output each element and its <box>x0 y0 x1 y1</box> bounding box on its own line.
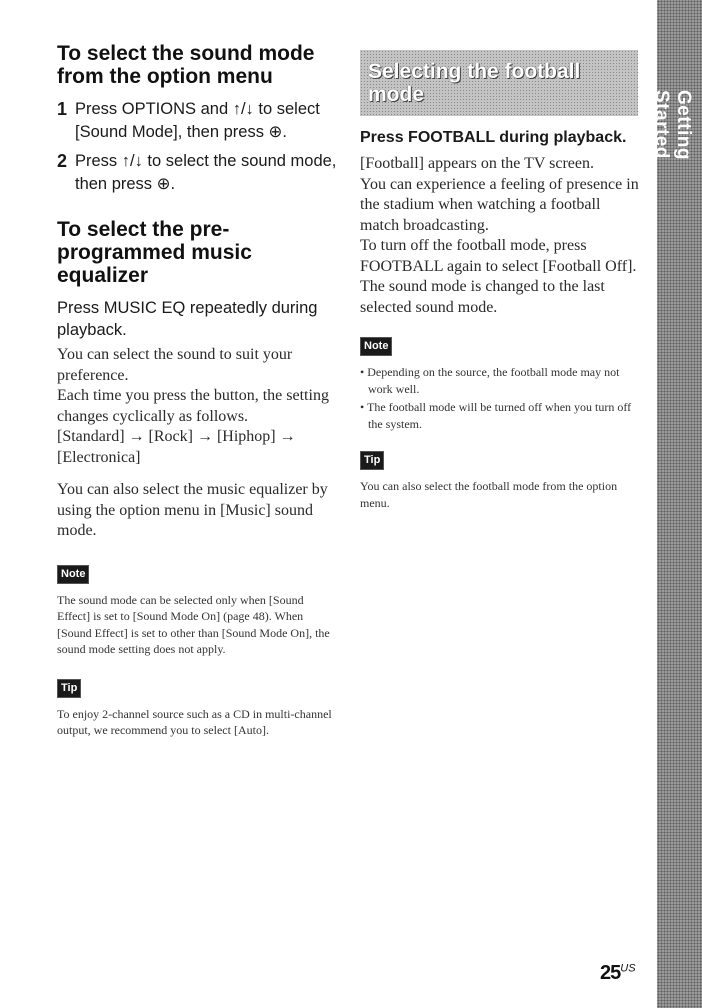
section-banner <box>360 50 638 116</box>
note-block <box>57 564 337 658</box>
tip-text: You can also select the football mode from the option menu. <box>360 479 618 510</box>
step-text: Press ↑/↓ to select the sound mode, then press ⊕. <box>75 152 337 193</box>
note-text: The sound mode can be selected only when [Sound Effect] is set to [Sound Mode On] (page 48). When [Sound Effect] is set to other than [Sound Mode On], the sound mode setting does not apply. <box>57 592 330 656</box>
football-subheading: Press FOOTBALL during playback. <box>360 129 627 146</box>
football-para-1: [Football] appears on the TV screen. <box>360 155 595 172</box>
equalizer-heading: To select the pre-programmed music equalizer <box>57 218 252 287</box>
football-para-4: The sound mode is changed to the last selected sound mode. <box>360 278 605 316</box>
right-column <box>360 50 640 511</box>
side-tab-label: Getting Started <box>651 90 694 160</box>
step-text: Press OPTIONS and ↑/↓ to select [Sound Mode], then press ⊕. <box>75 100 320 141</box>
equalizer-para-2: Each time you press the button, the setting changes cyclically as follows. <box>57 387 329 425</box>
step-number: 2 <box>57 151 68 171</box>
football-para-3: To turn off the football mode, press FOOTBALL again to select [Football Off]. <box>360 237 637 275</box>
tip-badge: Tip <box>360 451 384 470</box>
note-block <box>360 336 640 432</box>
left-column <box>57 42 337 739</box>
page-number <box>600 962 636 985</box>
equalizer-lead: Press MUSIC EQ repeatedly during playback. <box>57 299 318 339</box>
step-2 <box>57 150 337 196</box>
tip-badge: Tip <box>57 679 81 698</box>
football-para-2: You can experience a feeling of presence in the stadium when watching a football match broadcasting. <box>360 175 639 234</box>
equalizer-para-1: You can select the sound to suit your preference. <box>57 346 293 384</box>
note-badge: Note <box>360 337 392 356</box>
banner-title: Selecting the football mode <box>368 60 581 106</box>
step-1 <box>57 98 337 144</box>
note-bullet: • Depending on the source, the football mode may not work well. <box>360 365 620 396</box>
tip-block <box>57 678 337 739</box>
page-region-suffix: US <box>620 962 636 975</box>
tip-text: To enjoy 2-channel source such as a CD in multi-channel output, we recommend you to select [Auto]. <box>57 706 332 737</box>
equalizer-sequence: [Standard] → [Rock] → [Hiphop] → [Electronica] <box>57 428 296 466</box>
note-bullet: • The football mode will be turned off when you turn off the system. <box>360 400 632 431</box>
tip-block <box>360 450 640 511</box>
note-badge: Note <box>57 565 89 584</box>
step-number: 1 <box>57 99 68 119</box>
page-number-value: 25 <box>600 962 621 984</box>
option-menu-heading: To select the sound mode from the option menu <box>57 42 315 88</box>
equalizer-para-4: You can also select the music equalizer by using the option menu in [Music] sound mode. <box>57 481 328 539</box>
